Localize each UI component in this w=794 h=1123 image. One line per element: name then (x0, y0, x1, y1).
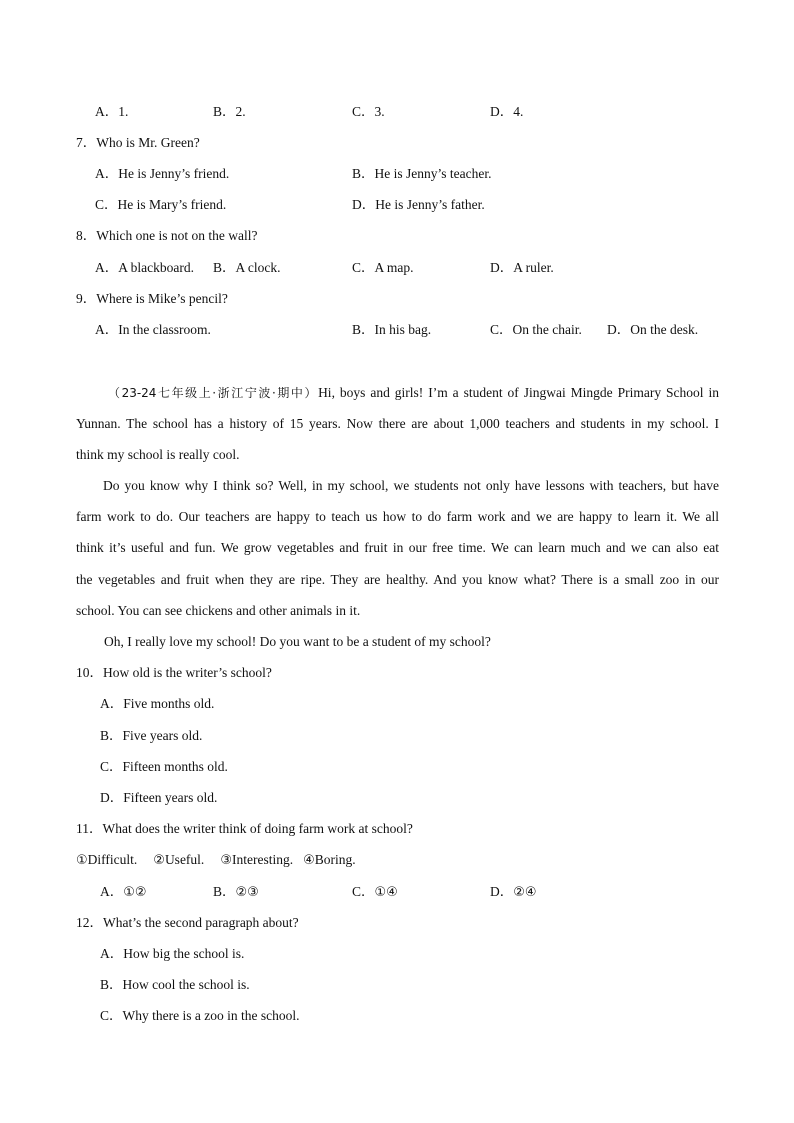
q8-option-c: C．A map. (352, 260, 414, 275)
passage-p2-line-4: the vegetables and fruit when they are ripe. They are healthy. And you know what? There is a small zoo in our (76, 571, 719, 587)
q11-option-b (213, 884, 259, 901)
passage-p2-line-2: farm work to do. Our teachers are happy to teach us how to do farm work and we are happy to learn it. We all (76, 509, 719, 525)
passage-p1-text-1: Hi, boys and girls! I’m a student of Jingwai Mingde Primary School in (318, 385, 719, 400)
q8-option-a: A．A blackboard. (95, 260, 194, 275)
q11-option-a-letter: A． (100, 884, 124, 899)
q6-option-d: D．4. (490, 104, 524, 119)
passage-paragraph-1 (76, 385, 719, 479)
q7-option-b: B．He is Jenny’s teacher. (352, 166, 492, 181)
q11-option-c-marks: ①④ (374, 885, 398, 900)
q6-option-b: B．2. (213, 104, 246, 119)
q6-option-a: A．1. (95, 104, 129, 119)
q8-stem: 8．Which one is not on the wall? (76, 228, 258, 243)
q11-option-c (352, 884, 398, 901)
q11-choice-3-mark: ③ (220, 853, 232, 868)
passage-p2-line-5: school. You can see chickens and other animals in it. (76, 602, 361, 618)
q10-option-c: C．Fifteen months old. (100, 759, 228, 774)
q11-choice-1-mark: ① (76, 853, 88, 868)
q11-choice-1-text: Difficult. (87, 852, 138, 867)
q11-option-b-marks: ②③ (235, 885, 259, 900)
q9-option-a: A．In the classroom. (95, 322, 211, 337)
q10-option-a: A．Five months old. (100, 696, 215, 711)
passage-paragraph-2 (76, 478, 719, 634)
q8-option-d: D．A ruler. (490, 260, 554, 275)
q11-choice-3-text: Interesting. (231, 852, 294, 867)
passage-p1-line-3: think my school is really cool. (76, 447, 240, 463)
q7-stem: 7．Who is Mr. Green? (76, 135, 200, 150)
q8-option-b: B．A clock. (213, 260, 281, 275)
q11-option-d-marks: ②④ (513, 885, 537, 900)
q12-option-a: A．How big the school is. (100, 946, 245, 961)
q11-option-a (100, 884, 147, 901)
q11-option-a-marks: ①② (123, 885, 147, 900)
q9-stem: 9．Where is Mike’s pencil? (76, 291, 228, 306)
q12-option-c: C．Why there is a zoo in the school. (100, 1008, 300, 1023)
q11-option-d-letter: D． (490, 884, 514, 899)
passage-p1-line-1 (76, 385, 719, 416)
passage-source: （23-24七年级上·浙江宁波·期中） (108, 386, 319, 400)
q7-option-d: D．He is Jenny’s father. (352, 197, 485, 212)
q12-stem: 12．What’s the second paragraph about? (76, 915, 299, 930)
q11-option-d (490, 884, 537, 901)
q11-choice-4-mark: ④ (303, 853, 315, 868)
q11-choices (76, 852, 356, 869)
q11-stem: 11．What does the writer think of doing farm work at school? (76, 821, 413, 836)
q11-choice-2-text: Useful. (164, 852, 205, 867)
q10-option-b: B．Five years old. (100, 728, 203, 743)
q12-option-b: B．How cool the school is. (100, 977, 250, 992)
passage-p2-line-3: think it’s useful and fun. We grow vegetables and fruit in our free time. We can learn much and we can also eat (76, 540, 719, 556)
passage-p1-line-2: Yunnan. The school has a history of 15 years. Now there are about 1,000 teachers and students in my school. I (76, 416, 719, 432)
passage-p2-line-1: Do you know why I think so? Well, in my school, we students not only have lessons with teachers, but have (103, 478, 719, 493)
q9-option-b: B．In his bag. (352, 322, 432, 337)
passage-paragraph-3: Oh, I really love my school! Do you want to be a student of my school? (104, 634, 491, 649)
q11-choice-2-mark: ② (153, 853, 165, 868)
q11-option-b-letter: B． (213, 884, 236, 899)
q6-option-c: C．3. (352, 104, 385, 119)
q7-option-c: C．He is Mary’s friend. (95, 197, 227, 212)
q9-option-c: C．On the chair. (490, 322, 582, 337)
q10-option-d: D．Fifteen years old. (100, 790, 218, 805)
q11-choice-4-text: Boring. (314, 852, 356, 867)
q10-stem: 10．How old is the writer’s school? (76, 665, 272, 680)
q9-option-d: D．On the desk. (607, 322, 699, 337)
q7-option-a: A．He is Jenny’s friend. (95, 166, 230, 181)
q11-option-c-letter: C． (352, 884, 375, 899)
